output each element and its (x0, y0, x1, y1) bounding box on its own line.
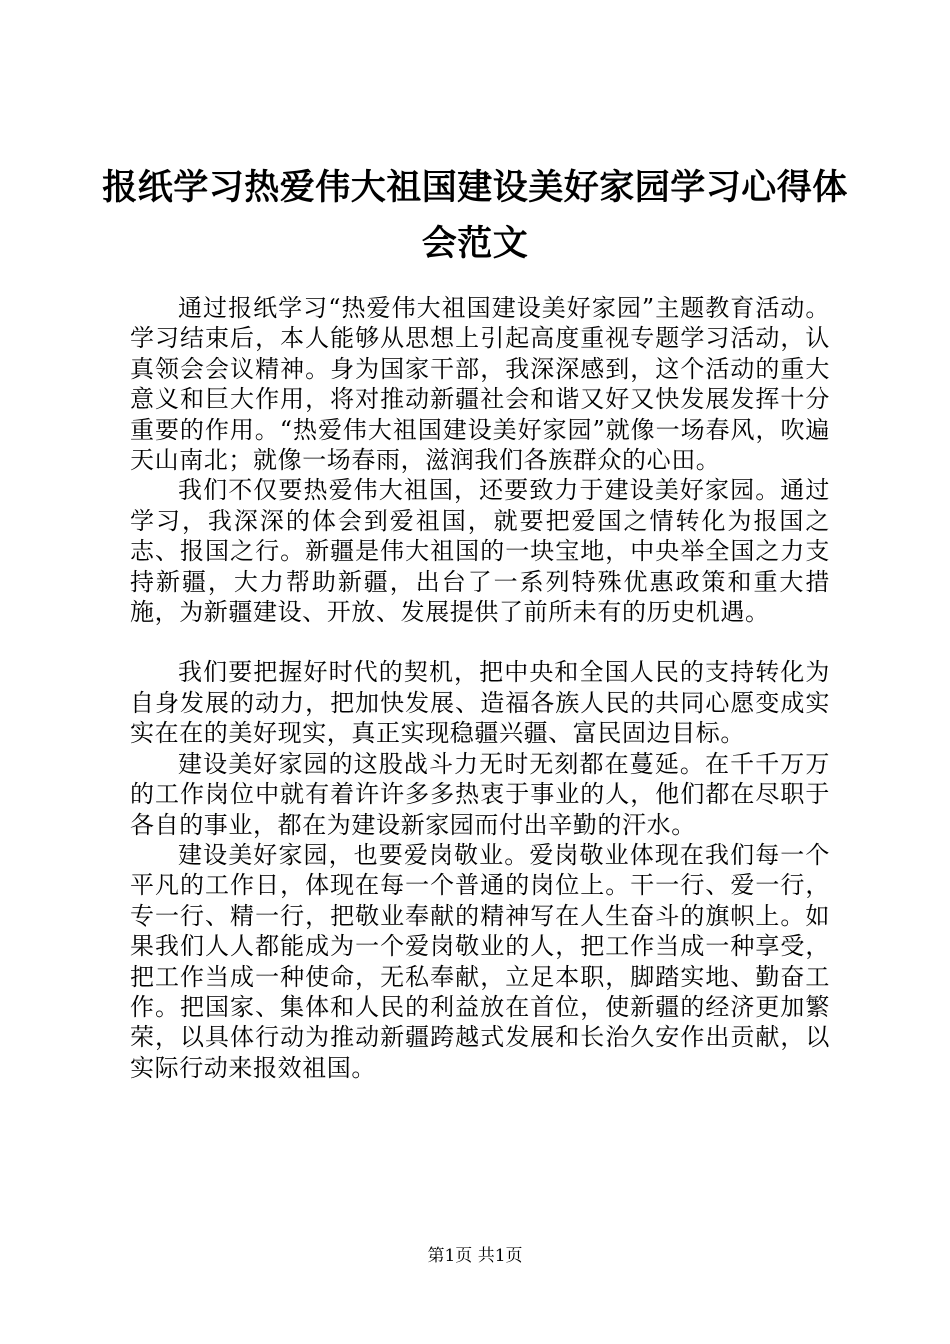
paragraph-3: 我们要把握好时代的契机，把中央和全国人民的支持转化为自身发展的动力，把加快发展、造福各族人民的共同心愿变成实实在在的美好现实，真正实现稳疆兴疆、富民固边目标。 (130, 658, 830, 748)
page-footer: 第1页 共1页 (427, 1246, 523, 1266)
document-title: 报纸学习热爱伟大祖国建设美好家园学习心得体会范文 (102, 168, 848, 264)
paragraph-1: 通过报纸学习“热爱伟大祖国建设美好家园”主题教育活动。学习结束后，本人能够从思想上引起高度重视专题学习活动，认真领会会议精神。身为国家干部，我深深感到，这个活动的重大意义和巨大作用，将对推动新疆社会和谐又好又快发展发挥十分重要的作用。“热爱伟大祖国建设美好家园”就像一场春风，吹遍天山南北；就像一场春雨，滋润我们各族群众的心田。 (130, 294, 830, 475)
paragraph-5: 建设美好家园，也要爱岗敬业。爱岗敬业体现在我们每一个平凡的工作日，体现在每一个普通的岗位上。干一行、爱一行，专一行、精一行，把敬业奉献的精神写在人生奋斗的旗帜上。如果我们人人都能成为一个爱岗敬业的人，把工作当成一种享受，把工作当成一种使命，无私奉献，立足本职，脚踏实地、勤奋工作。把国家、集体和人民的利益放在首位，使新疆的经济更加繁荣，以具体行动为推动新疆跨越式发展和长治久安作出贡献，以实际行动来报效祖国。 (130, 840, 830, 1082)
document-body (130, 293, 830, 1083)
paragraph-4: 建设美好家园的这股战斗力无时无刻都在蔓延。在千千万万的工作岗位中就有着许许多多热衷于事业的人，他们都在尽职于各自的事业，都在为建设新家园而付出辛勤的汗水。 (130, 749, 830, 839)
paragraph-2: 我们不仅要热爱伟大祖国，还要致力于建设美好家园。通过学习，我深深的体会到爱祖国，就要把爱国之情转化为报国之志、报国之行。新疆是伟大祖国的一块宝地，中央举全国之力支持新疆，大力帮助新疆，出台了一系列特殊优惠政策和重大措施，为新疆建设、开放、发展提供了前所未有的历史机遇。 (130, 476, 830, 627)
